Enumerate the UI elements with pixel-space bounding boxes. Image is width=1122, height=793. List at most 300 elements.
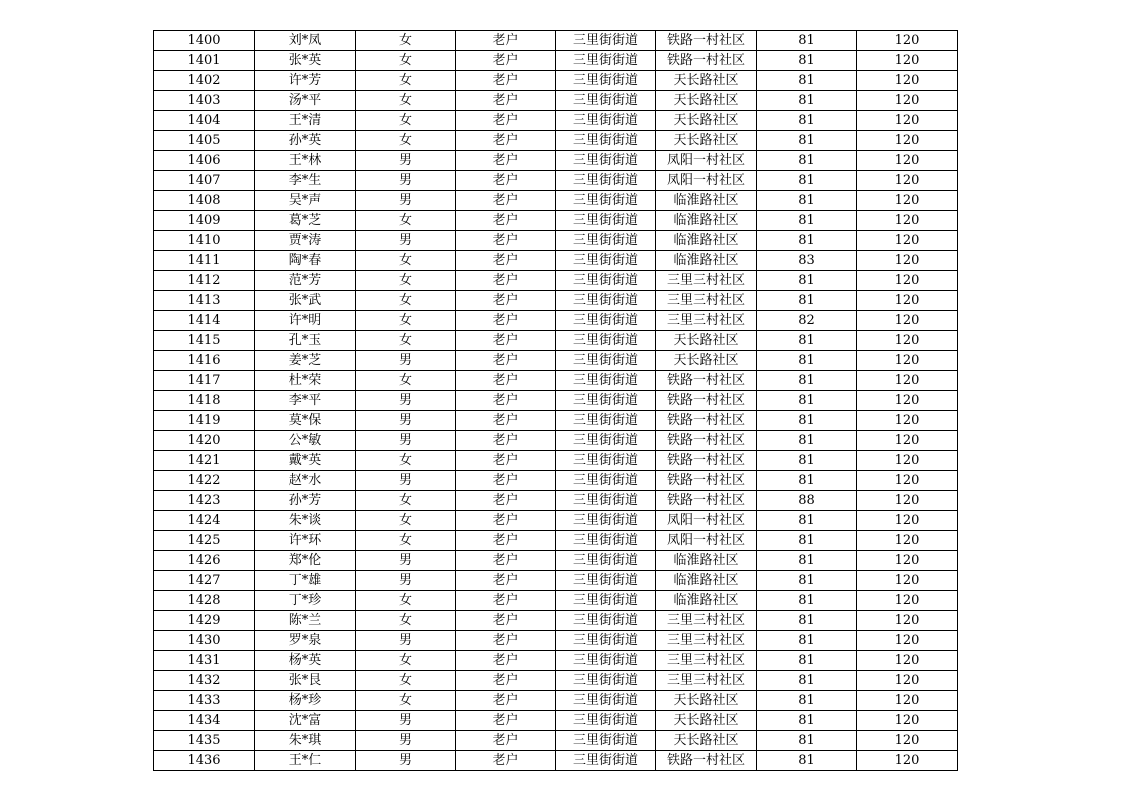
community-cell: 铁路一村社区 — [656, 391, 757, 411]
name-cell: 朱*琪 — [255, 731, 356, 751]
amount-cell: 120 — [857, 71, 958, 91]
household-type-cell: 老户 — [456, 471, 556, 491]
amount-cell: 120 — [857, 51, 958, 71]
table-row — [154, 451, 958, 471]
table-row — [154, 151, 958, 171]
street-cell: 三里街街道 — [556, 491, 656, 511]
table-row — [154, 291, 958, 311]
amount-cell: 120 — [857, 471, 958, 491]
community-cell: 铁路一村社区 — [656, 51, 757, 71]
community-cell: 天长路社区 — [656, 691, 757, 711]
name-cell: 李*平 — [255, 391, 356, 411]
street-cell: 三里街街道 — [556, 691, 656, 711]
street-cell: 三里街街道 — [556, 291, 656, 311]
gender-cell: 女 — [356, 531, 456, 551]
amount-cell: 120 — [857, 351, 958, 371]
serial-number-cell: 1428 — [154, 591, 255, 611]
community-cell: 凤阳一村社区 — [656, 171, 757, 191]
household-type-cell: 老户 — [456, 271, 556, 291]
household-type-cell: 老户 — [456, 551, 556, 571]
amount-cell: 120 — [857, 271, 958, 291]
table-row — [154, 91, 958, 111]
amount-cell: 120 — [857, 631, 958, 651]
street-cell: 三里街街道 — [556, 571, 656, 591]
community-cell: 凤阳一村社区 — [656, 531, 757, 551]
age-cell: 81 — [757, 451, 857, 471]
household-type-cell: 老户 — [456, 131, 556, 151]
age-cell: 81 — [757, 351, 857, 371]
gender-cell: 男 — [356, 631, 456, 651]
gender-cell: 男 — [356, 431, 456, 451]
street-cell: 三里街街道 — [556, 411, 656, 431]
age-cell: 81 — [757, 631, 857, 651]
name-cell: 郑*伦 — [255, 551, 356, 571]
amount-cell: 120 — [857, 251, 958, 271]
table-row — [154, 591, 958, 611]
community-cell: 铁路一村社区 — [656, 491, 757, 511]
age-cell: 81 — [757, 151, 857, 171]
age-cell: 81 — [757, 331, 857, 351]
serial-number-cell: 1401 — [154, 51, 255, 71]
table-row — [154, 171, 958, 191]
gender-cell: 女 — [356, 651, 456, 671]
serial-number-cell: 1423 — [154, 491, 255, 511]
table-row — [154, 471, 958, 491]
name-cell: 姜*芝 — [255, 351, 356, 371]
community-cell: 天长路社区 — [656, 711, 757, 731]
street-cell: 三里街街道 — [556, 251, 656, 271]
name-cell: 陈*兰 — [255, 611, 356, 631]
age-cell: 81 — [757, 691, 857, 711]
age-cell: 83 — [757, 251, 857, 271]
gender-cell: 男 — [356, 751, 456, 771]
gender-cell: 女 — [356, 251, 456, 271]
table-row — [154, 211, 958, 231]
household-type-cell: 老户 — [456, 631, 556, 651]
gender-cell: 女 — [356, 31, 456, 51]
name-cell: 刘*凤 — [255, 31, 356, 51]
community-cell: 临淮路社区 — [656, 571, 757, 591]
gender-cell: 女 — [356, 271, 456, 291]
household-type-cell: 老户 — [456, 291, 556, 311]
serial-number-cell: 1430 — [154, 631, 255, 651]
household-type-cell: 老户 — [456, 91, 556, 111]
serial-number-cell: 1429 — [154, 611, 255, 631]
serial-number-cell: 1407 — [154, 171, 255, 191]
amount-cell: 120 — [857, 371, 958, 391]
table-row — [154, 411, 958, 431]
age-cell: 81 — [757, 591, 857, 611]
street-cell: 三里街街道 — [556, 451, 656, 471]
household-type-cell: 老户 — [456, 171, 556, 191]
amount-cell: 120 — [857, 231, 958, 251]
age-cell: 81 — [757, 111, 857, 131]
age-cell: 81 — [757, 611, 857, 631]
community-cell: 天长路社区 — [656, 331, 757, 351]
gender-cell: 男 — [356, 711, 456, 731]
street-cell: 三里街街道 — [556, 211, 656, 231]
community-cell: 铁路一村社区 — [656, 751, 757, 771]
household-type-cell: 老户 — [456, 191, 556, 211]
household-type-cell: 老户 — [456, 51, 556, 71]
household-type-cell: 老户 — [456, 251, 556, 271]
serial-number-cell: 1415 — [154, 331, 255, 351]
serial-number-cell: 1413 — [154, 291, 255, 311]
household-type-cell: 老户 — [456, 71, 556, 91]
community-cell: 天长路社区 — [656, 131, 757, 151]
age-cell: 81 — [757, 71, 857, 91]
amount-cell: 120 — [857, 131, 958, 151]
amount-cell: 120 — [857, 151, 958, 171]
street-cell: 三里街街道 — [556, 711, 656, 731]
age-cell: 81 — [757, 131, 857, 151]
street-cell: 三里街街道 — [556, 331, 656, 351]
serial-number-cell: 1403 — [154, 91, 255, 111]
community-cell: 铁路一村社区 — [656, 371, 757, 391]
age-cell: 82 — [757, 311, 857, 331]
serial-number-cell: 1432 — [154, 671, 255, 691]
table-row — [154, 691, 958, 711]
gender-cell: 女 — [356, 591, 456, 611]
table-row — [154, 671, 958, 691]
gender-cell: 女 — [356, 51, 456, 71]
serial-number-cell: 1433 — [154, 691, 255, 711]
household-type-cell: 老户 — [456, 491, 556, 511]
table-row — [154, 431, 958, 451]
community-cell: 天长路社区 — [656, 111, 757, 131]
amount-cell: 120 — [857, 751, 958, 771]
household-type-cell: 老户 — [456, 671, 556, 691]
street-cell: 三里街街道 — [556, 111, 656, 131]
amount-cell: 120 — [857, 611, 958, 631]
community-cell: 铁路一村社区 — [656, 411, 757, 431]
serial-number-cell: 1409 — [154, 211, 255, 231]
gender-cell: 男 — [356, 191, 456, 211]
amount-cell: 120 — [857, 731, 958, 751]
table-row — [154, 251, 958, 271]
name-cell: 张*艮 — [255, 671, 356, 691]
amount-cell: 120 — [857, 651, 958, 671]
community-cell: 三里三村社区 — [656, 631, 757, 651]
table-row — [154, 31, 958, 51]
serial-number-cell: 1402 — [154, 71, 255, 91]
age-cell: 81 — [757, 511, 857, 531]
community-cell: 三里三村社区 — [656, 611, 757, 631]
table-row — [154, 371, 958, 391]
amount-cell: 120 — [857, 571, 958, 591]
household-type-cell: 老户 — [456, 451, 556, 471]
amount-cell: 120 — [857, 331, 958, 351]
amount-cell: 120 — [857, 191, 958, 211]
serial-number-cell: 1404 — [154, 111, 255, 131]
street-cell: 三里街街道 — [556, 71, 656, 91]
household-type-cell: 老户 — [456, 651, 556, 671]
age-cell: 81 — [757, 431, 857, 451]
age-cell: 81 — [757, 751, 857, 771]
community-cell: 临淮路社区 — [656, 231, 757, 251]
street-cell: 三里街街道 — [556, 431, 656, 451]
community-cell: 临淮路社区 — [656, 591, 757, 611]
age-cell: 81 — [757, 91, 857, 111]
serial-number-cell: 1419 — [154, 411, 255, 431]
household-type-cell: 老户 — [456, 151, 556, 171]
age-cell: 81 — [757, 31, 857, 51]
amount-cell: 120 — [857, 171, 958, 191]
age-cell: 81 — [757, 731, 857, 751]
serial-number-cell: 1412 — [154, 271, 255, 291]
age-cell: 81 — [757, 391, 857, 411]
gender-cell: 女 — [356, 371, 456, 391]
gender-cell: 女 — [356, 331, 456, 351]
name-cell: 孙*英 — [255, 131, 356, 151]
table-row — [154, 651, 958, 671]
street-cell: 三里街街道 — [556, 631, 656, 651]
table-row — [154, 611, 958, 631]
name-cell: 孙*芳 — [255, 491, 356, 511]
community-cell: 凤阳一村社区 — [656, 151, 757, 171]
community-cell: 三里三村社区 — [656, 671, 757, 691]
name-cell: 杨*英 — [255, 651, 356, 671]
household-type-cell: 老户 — [456, 231, 556, 251]
serial-number-cell: 1417 — [154, 371, 255, 391]
name-cell: 公*敏 — [255, 431, 356, 451]
gender-cell: 男 — [356, 731, 456, 751]
community-cell: 三里三村社区 — [656, 291, 757, 311]
roster-table — [153, 30, 958, 771]
table-row — [154, 631, 958, 651]
street-cell: 三里街街道 — [556, 231, 656, 251]
amount-cell: 120 — [857, 511, 958, 531]
household-type-cell: 老户 — [456, 391, 556, 411]
gender-cell: 男 — [356, 151, 456, 171]
serial-number-cell: 1431 — [154, 651, 255, 671]
community-cell: 天长路社区 — [656, 731, 757, 751]
table-row — [154, 271, 958, 291]
name-cell: 朱*谈 — [255, 511, 356, 531]
amount-cell: 120 — [857, 671, 958, 691]
street-cell: 三里街街道 — [556, 191, 656, 211]
community-cell: 天长路社区 — [656, 71, 757, 91]
table-row — [154, 231, 958, 251]
age-cell: 81 — [757, 271, 857, 291]
table-row — [154, 491, 958, 511]
amount-cell: 120 — [857, 591, 958, 611]
gender-cell: 女 — [356, 311, 456, 331]
gender-cell: 男 — [356, 231, 456, 251]
table-row — [154, 731, 958, 751]
household-type-cell: 老户 — [456, 611, 556, 631]
age-cell: 81 — [757, 171, 857, 191]
street-cell: 三里街街道 — [556, 171, 656, 191]
street-cell: 三里街街道 — [556, 611, 656, 631]
name-cell: 戴*英 — [255, 451, 356, 471]
gender-cell: 女 — [356, 451, 456, 471]
street-cell: 三里街街道 — [556, 151, 656, 171]
amount-cell: 120 — [857, 291, 958, 311]
name-cell: 杨*珍 — [255, 691, 356, 711]
household-type-cell: 老户 — [456, 311, 556, 331]
table-row — [154, 551, 958, 571]
serial-number-cell: 1427 — [154, 571, 255, 591]
household-type-cell: 老户 — [456, 691, 556, 711]
table-row — [154, 391, 958, 411]
table-row — [154, 71, 958, 91]
amount-cell: 120 — [857, 551, 958, 571]
age-cell: 81 — [757, 411, 857, 431]
serial-number-cell: 1418 — [154, 391, 255, 411]
name-cell: 王*仁 — [255, 751, 356, 771]
community-cell: 三里三村社区 — [656, 311, 757, 331]
community-cell: 铁路一村社区 — [656, 451, 757, 471]
serial-number-cell: 1406 — [154, 151, 255, 171]
amount-cell: 120 — [857, 491, 958, 511]
name-cell: 贾*涛 — [255, 231, 356, 251]
gender-cell: 女 — [356, 91, 456, 111]
street-cell: 三里街街道 — [556, 271, 656, 291]
serial-number-cell: 1410 — [154, 231, 255, 251]
name-cell: 吴*声 — [255, 191, 356, 211]
age-cell: 81 — [757, 651, 857, 671]
gender-cell: 男 — [356, 391, 456, 411]
name-cell: 范*芳 — [255, 271, 356, 291]
serial-number-cell: 1436 — [154, 751, 255, 771]
amount-cell: 120 — [857, 711, 958, 731]
serial-number-cell: 1422 — [154, 471, 255, 491]
gender-cell: 女 — [356, 671, 456, 691]
table-row — [154, 531, 958, 551]
gender-cell: 女 — [356, 511, 456, 531]
serial-number-cell: 1400 — [154, 31, 255, 51]
age-cell: 81 — [757, 371, 857, 391]
name-cell: 李*生 — [255, 171, 356, 191]
amount-cell: 120 — [857, 691, 958, 711]
name-cell: 王*林 — [255, 151, 356, 171]
serial-number-cell: 1424 — [154, 511, 255, 531]
name-cell: 许*芳 — [255, 71, 356, 91]
amount-cell: 120 — [857, 451, 958, 471]
name-cell: 杜*荣 — [255, 371, 356, 391]
street-cell: 三里街街道 — [556, 531, 656, 551]
serial-number-cell: 1421 — [154, 451, 255, 471]
household-type-cell: 老户 — [456, 351, 556, 371]
street-cell: 三里街街道 — [556, 131, 656, 151]
community-cell: 天长路社区 — [656, 351, 757, 371]
gender-cell: 男 — [356, 411, 456, 431]
serial-number-cell: 1416 — [154, 351, 255, 371]
street-cell: 三里街街道 — [556, 311, 656, 331]
household-type-cell: 老户 — [456, 371, 556, 391]
serial-number-cell: 1434 — [154, 711, 255, 731]
table-row — [154, 571, 958, 591]
household-type-cell: 老户 — [456, 211, 556, 231]
community-cell: 铁路一村社区 — [656, 471, 757, 491]
street-cell: 三里街街道 — [556, 51, 656, 71]
community-cell: 铁路一村社区 — [656, 31, 757, 51]
name-cell: 葛*芝 — [255, 211, 356, 231]
table-row — [154, 311, 958, 331]
gender-cell: 女 — [356, 111, 456, 131]
age-cell: 81 — [757, 671, 857, 691]
name-cell: 许*环 — [255, 531, 356, 551]
table-row — [154, 331, 958, 351]
age-cell: 81 — [757, 711, 857, 731]
table-row — [154, 711, 958, 731]
community-cell: 铁路一村社区 — [656, 431, 757, 451]
name-cell: 孔*玉 — [255, 331, 356, 351]
amount-cell: 120 — [857, 411, 958, 431]
community-cell: 天长路社区 — [656, 91, 757, 111]
household-type-cell: 老户 — [456, 511, 556, 531]
gender-cell: 女 — [356, 611, 456, 631]
name-cell: 丁*珍 — [255, 591, 356, 611]
gender-cell: 女 — [356, 691, 456, 711]
amount-cell: 120 — [857, 391, 958, 411]
name-cell: 陶*春 — [255, 251, 356, 271]
street-cell: 三里街街道 — [556, 731, 656, 751]
gender-cell: 女 — [356, 211, 456, 231]
street-cell: 三里街街道 — [556, 551, 656, 571]
serial-number-cell: 1405 — [154, 131, 255, 151]
gender-cell: 男 — [356, 571, 456, 591]
household-type-cell: 老户 — [456, 731, 556, 751]
gender-cell: 女 — [356, 291, 456, 311]
name-cell: 许*明 — [255, 311, 356, 331]
community-cell: 临淮路社区 — [656, 191, 757, 211]
table-row — [154, 751, 958, 771]
household-type-cell: 老户 — [456, 571, 556, 591]
household-type-cell: 老户 — [456, 31, 556, 51]
household-type-cell: 老户 — [456, 711, 556, 731]
age-cell: 81 — [757, 291, 857, 311]
age-cell: 81 — [757, 211, 857, 231]
amount-cell: 120 — [857, 531, 958, 551]
street-cell: 三里街街道 — [556, 391, 656, 411]
age-cell: 81 — [757, 231, 857, 251]
street-cell: 三里街街道 — [556, 591, 656, 611]
table-row — [154, 111, 958, 131]
street-cell: 三里街街道 — [556, 511, 656, 531]
street-cell: 三里街街道 — [556, 751, 656, 771]
gender-cell: 男 — [356, 171, 456, 191]
table-row — [154, 131, 958, 151]
name-cell: 沈*富 — [255, 711, 356, 731]
street-cell: 三里街街道 — [556, 471, 656, 491]
household-type-cell: 老户 — [456, 411, 556, 431]
table-row — [154, 511, 958, 531]
serial-number-cell: 1408 — [154, 191, 255, 211]
community-cell: 三里三村社区 — [656, 651, 757, 671]
street-cell: 三里街街道 — [556, 671, 656, 691]
community-cell: 临淮路社区 — [656, 211, 757, 231]
amount-cell: 120 — [857, 111, 958, 131]
name-cell: 莫*保 — [255, 411, 356, 431]
household-type-cell: 老户 — [456, 431, 556, 451]
age-cell: 81 — [757, 471, 857, 491]
household-type-cell: 老户 — [456, 591, 556, 611]
street-cell: 三里街街道 — [556, 651, 656, 671]
community-cell: 临淮路社区 — [656, 251, 757, 271]
community-cell: 凤阳一村社区 — [656, 511, 757, 531]
serial-number-cell: 1411 — [154, 251, 255, 271]
table-row — [154, 351, 958, 371]
gender-cell: 男 — [356, 471, 456, 491]
street-cell: 三里街街道 — [556, 31, 656, 51]
name-cell: 张*英 — [255, 51, 356, 71]
name-cell: 王*清 — [255, 111, 356, 131]
name-cell: 丁*雄 — [255, 571, 356, 591]
community-cell: 三里三村社区 — [656, 271, 757, 291]
amount-cell: 120 — [857, 31, 958, 51]
